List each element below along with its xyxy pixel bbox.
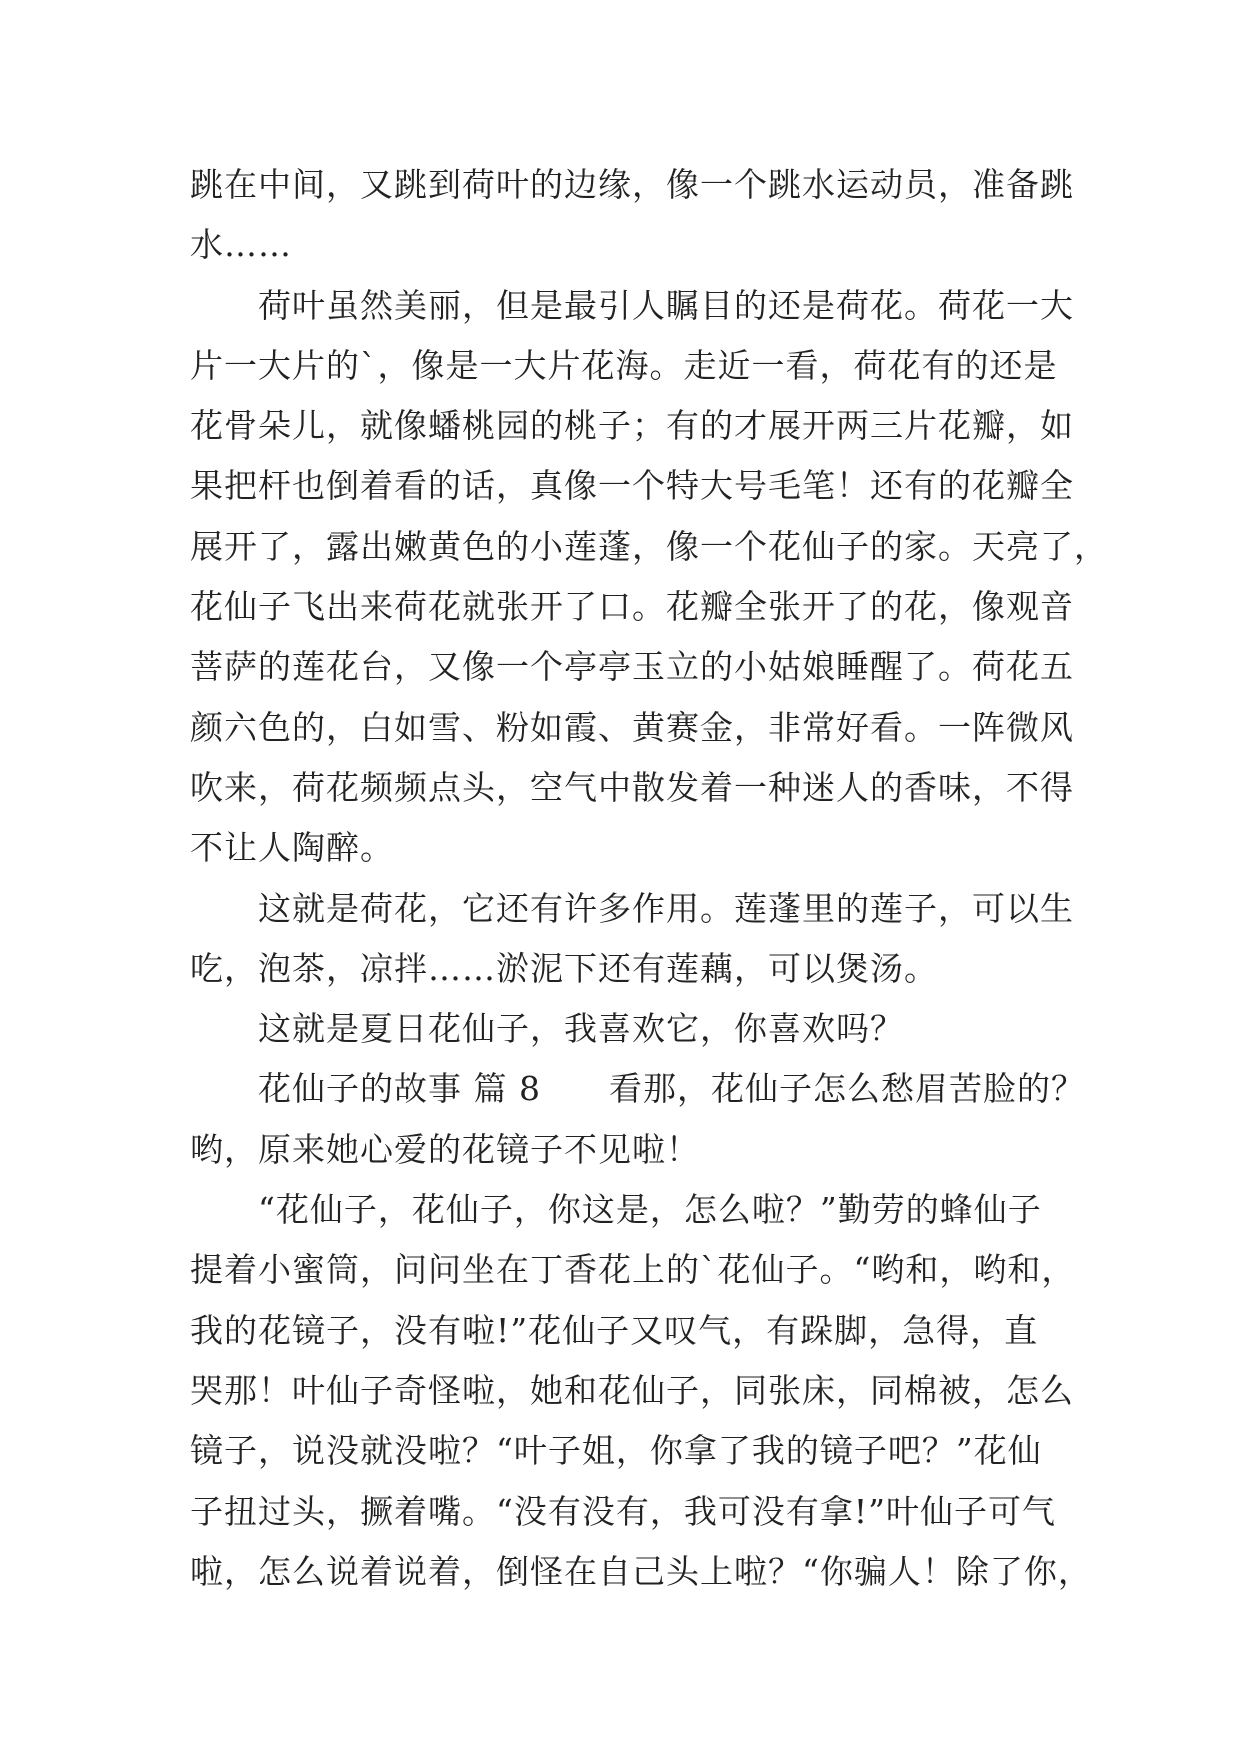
text-line: 水…… <box>190 225 292 265</box>
text-line: 片一大片的`，像是一大片花海。走近一看，荷花有的还是 <box>190 345 1058 385</box>
body-text <box>190 155 1108 1602</box>
text-line: 展开了，露出嫩黄色的小莲蓬，像一个花仙子的家。天亮了， <box>190 526 1108 566</box>
text-line: 这就是夏日花仙子，我喜欢它，你喜欢吗？ <box>190 1009 904 1049</box>
text-line: “花仙子，花仙子，你这是，怎么啦？”勤劳的蜂仙子 <box>190 1190 1042 1230</box>
text-line: 提着小蜜筒，问问坐在丁香花上的`花仙子。“哟和，哟和， <box>190 1250 1076 1290</box>
text-line: 哭那！叶仙子奇怪啦，她和花仙子，同张床，同棉被，怎么 <box>190 1370 1074 1410</box>
text-line: 这就是荷花，它还有许多作用。莲蓬里的莲子，可以生 <box>190 888 1074 928</box>
text-line: 啦，怎么说着说着，倒怪在自己头上啦？“你骗人！除了你， <box>190 1551 1092 1591</box>
text-line: 吃，泡茶，凉拌……淤泥下还有莲藕，可以煲汤。 <box>190 948 938 988</box>
text-line: 不让人陶醉。 <box>190 828 394 868</box>
text-line: 荷叶虽然美丽，但是最引人瞩目的还是荷花。荷花一大 <box>190 285 1074 325</box>
text-line: 花骨朵儿，就像蟠桃园的桃子；有的才展开两三片花瓣，如 <box>190 406 1074 446</box>
text-line: 菩萨的莲花台，又像一个亭亭玉立的小姑娘睡醒了。荷花五 <box>190 647 1074 687</box>
text-line: 吹来，荷花频频点头，空气中散发着一种迷人的香味，不得 <box>190 767 1074 807</box>
text-line: 果把杆也倒着看的话，真像一个特大号毛笔！还有的花瓣全 <box>190 466 1074 506</box>
text-line: 花仙子飞出来荷花就张开了口。花瓣全张开了的花，像观音 <box>190 587 1074 627</box>
text-line: 我的花镜子，没有啦!”花仙子又叹气，有跺脚，急得，直 <box>190 1310 1039 1350</box>
text-line: 颜六色的，白如雪、粉如霞、黄赛金，非常好看。一阵微风 <box>190 707 1074 747</box>
text-line: 镜子，说没就没啦？“叶子姐，你拿了我的镜子吧？”花仙 <box>190 1431 1042 1471</box>
text-line: 跳在中间，又跳到荷叶的边缘，像一个跳水运动员，准备跳 <box>190 165 1074 204</box>
text-line: 哟，原来她心爱的花镜子不见啦！ <box>190 1129 700 1169</box>
section-heading-line: 花仙子的故事 篇 8 看那，花仙子怎么愁眉苦脸的？ <box>190 1069 1085 1109</box>
text-line: 子扭过头，撅着嘴。“没有没有，我可没有拿!”叶仙子可气 <box>190 1491 1057 1531</box>
